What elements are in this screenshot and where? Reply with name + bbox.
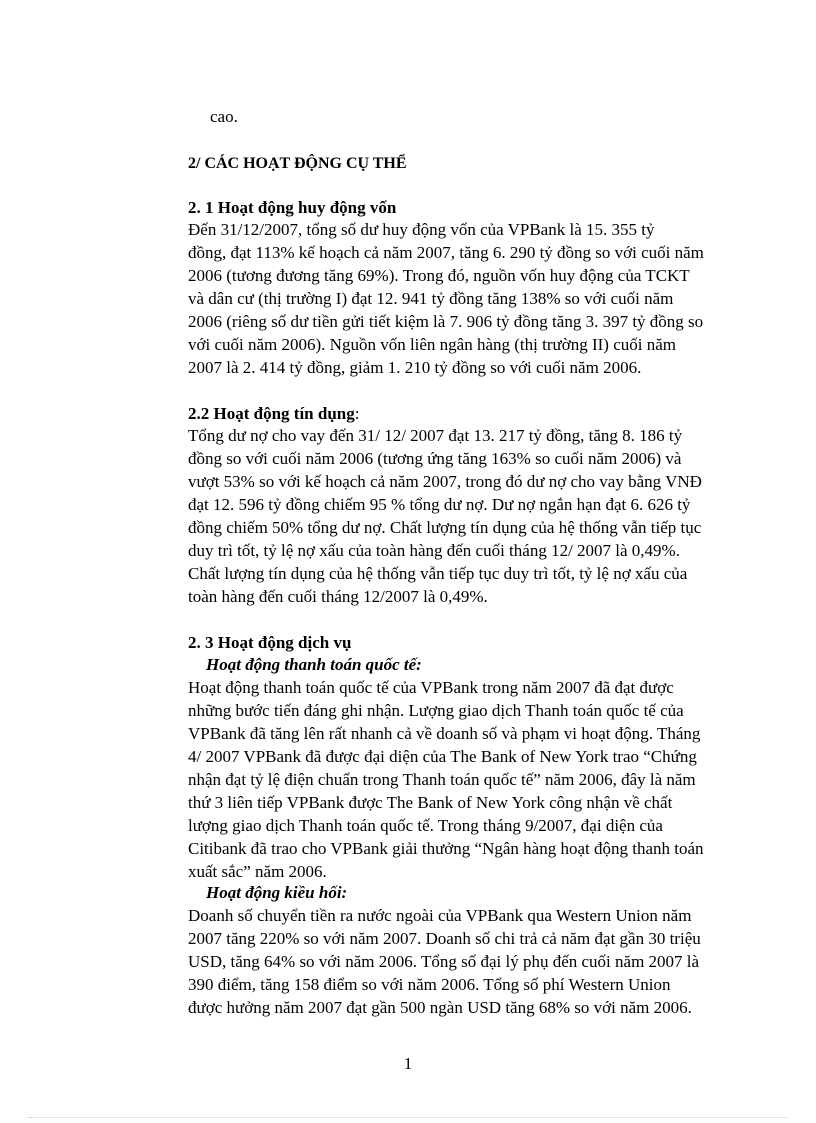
paragraph-line: 2006 (tương đương tăng 69%). Trong đó, nguồn vốn huy động của TCKT	[188, 266, 690, 285]
paragraph-line: Doanh số chuyển tiền ra nước ngoài của VPBank qua Western Union năm	[188, 906, 692, 925]
paragraph-line: USD, tăng 64% so với năm 2006. Tổng số đại lý phụ đến cuối năm 2007 là	[188, 952, 700, 971]
paragraph-line: Tổng dư nợ cho vay đến 31/ 12/ 2007 đạt 13. 217 tỷ đồng, tăng 8. 186 tỷ	[188, 426, 683, 445]
section-heading: 2/ CÁC HOẠT ĐỘNG CỤ THỂ	[188, 155, 407, 172]
paragraph-line: đồng so với cuối năm 2006 (tương ứng tăng 163% so cuối năm 2006) và	[188, 449, 682, 468]
paragraph-line: với cuối năm 2006). Nguồn vốn liên ngân hàng (thị trường II) cuối năm	[188, 335, 676, 354]
paragraph-line: duy trì tốt, tỷ lệ nợ xấu của toàn hàng đến cuối tháng 12/ 2007 là 0,49%.	[188, 541, 680, 560]
paragraph-line: đạt 12. 596 tỷ đồng chiếm 95 % tổng dư nợ. Dư nợ ngắn hạn đạt 6. 626 tỷ	[188, 495, 691, 514]
paragraph-line: xuất sắc” năm 2006.	[188, 862, 327, 881]
subsection-heading-2-3: 2. 3 Hoạt động dịch vụ	[188, 633, 352, 652]
paragraph-line: nhận đạt tỷ lệ điện chuẩn trong Thanh toán quốc tế” năm 2006, đây là năm	[188, 770, 696, 789]
paragraph-line: toàn hàng đến cuối tháng 12/2007 là 0,49%.	[188, 587, 488, 606]
paragraph-line: vượt 53% so với kế hoạch cả năm 2007, trong đó dư nợ cho vay bằng VNĐ	[188, 472, 702, 491]
paragraph-line: Đến 31/12/2007, tổng số dư huy động vốn của VPBank là 15. 355 tỷ	[188, 220, 655, 239]
paragraph-line: 2007 là 2. 414 tỷ đồng, giảm 1. 210 tỷ đồng so với cuối năm 2006.	[188, 358, 642, 377]
paragraph-line: đồng, đạt 113% kế hoạch cả năm 2007, tăng 6. 290 tỷ đồng so với cuối năm	[188, 243, 704, 262]
subsection-heading-2-1: 2. 1 Hoạt động huy động vốn	[188, 198, 397, 217]
paragraph-line: Citibank đã trao cho VPBank giải thưởng “Ngân hàng hoạt động thanh toán	[188, 839, 704, 858]
paragraph-line: cao.	[210, 107, 238, 126]
page-number: 1	[403, 1054, 413, 1073]
paragraph-line: VPBank đã tăng lên rất nhanh cả về doanh số và phạm vi hoạt động. Tháng	[188, 724, 701, 743]
paragraph-line: lượng giao dịch Thanh toán quốc tế. Trong tháng 9/2007, đại diện của	[188, 816, 663, 835]
page-bottom-divider	[28, 1117, 788, 1118]
sub-subheading-thanh-toan: Hoạt động thanh toán quốc tế:	[206, 655, 422, 674]
heading-colon: :	[354, 404, 360, 423]
subsection-heading-2-2	[188, 403, 768, 425]
paragraph-line: 390 điểm, tăng 158 điểm so với năm 2006. Tổng số phí Western Union	[188, 975, 671, 994]
paragraph-line: 2007 tăng 220% so với năm 2007. Doanh số chi trả cả năm đạt gần 30 triệu	[188, 929, 701, 948]
paragraph-line: và dân cư (thị trường I) đạt 12. 941 tỷ đồng tăng 138% so với cuối năm	[188, 289, 674, 308]
paragraph-line: những bước tiến đáng ghi nhận. Lượng giao dịch Thanh toán quốc tế của	[188, 701, 684, 720]
paragraph-line: thứ 3 liên tiếp VPBank được The Bank of New York công nhận về chất	[188, 793, 673, 812]
paragraph-line: được hưởng năm 2007 đạt gần 500 ngàn USD tăng 68% so với năm 2006.	[188, 998, 692, 1017]
paragraph-line: Chất lượng tín dụng của hệ thống vẫn tiếp tục duy trì tốt, tỷ lệ nợ xấu của	[188, 564, 688, 583]
subsection-heading-text: 2.2 Hoạt động tín dụng	[188, 404, 355, 423]
paragraph-line: Hoạt động thanh toán quốc tế của VPBank trong năm 2007 đã đạt được	[188, 678, 674, 697]
paragraph-line: đồng chiếm 50% tổng dư nợ. Chất lượng tín dụng của hệ thống vẫn tiếp tục	[188, 518, 702, 537]
paragraph-line: 2006 (riêng số dư tiền gửi tiết kiệm là 7. 906 tỷ đồng tăng 3. 397 tỷ đồng so	[188, 312, 704, 331]
sub-subheading-kieu-hoi: Hoạt động kiều hối:	[206, 883, 348, 902]
paragraph-line: 4/ 2007 VPBank đã được đại diện của The Bank of New York trao “Chứng	[188, 747, 697, 766]
